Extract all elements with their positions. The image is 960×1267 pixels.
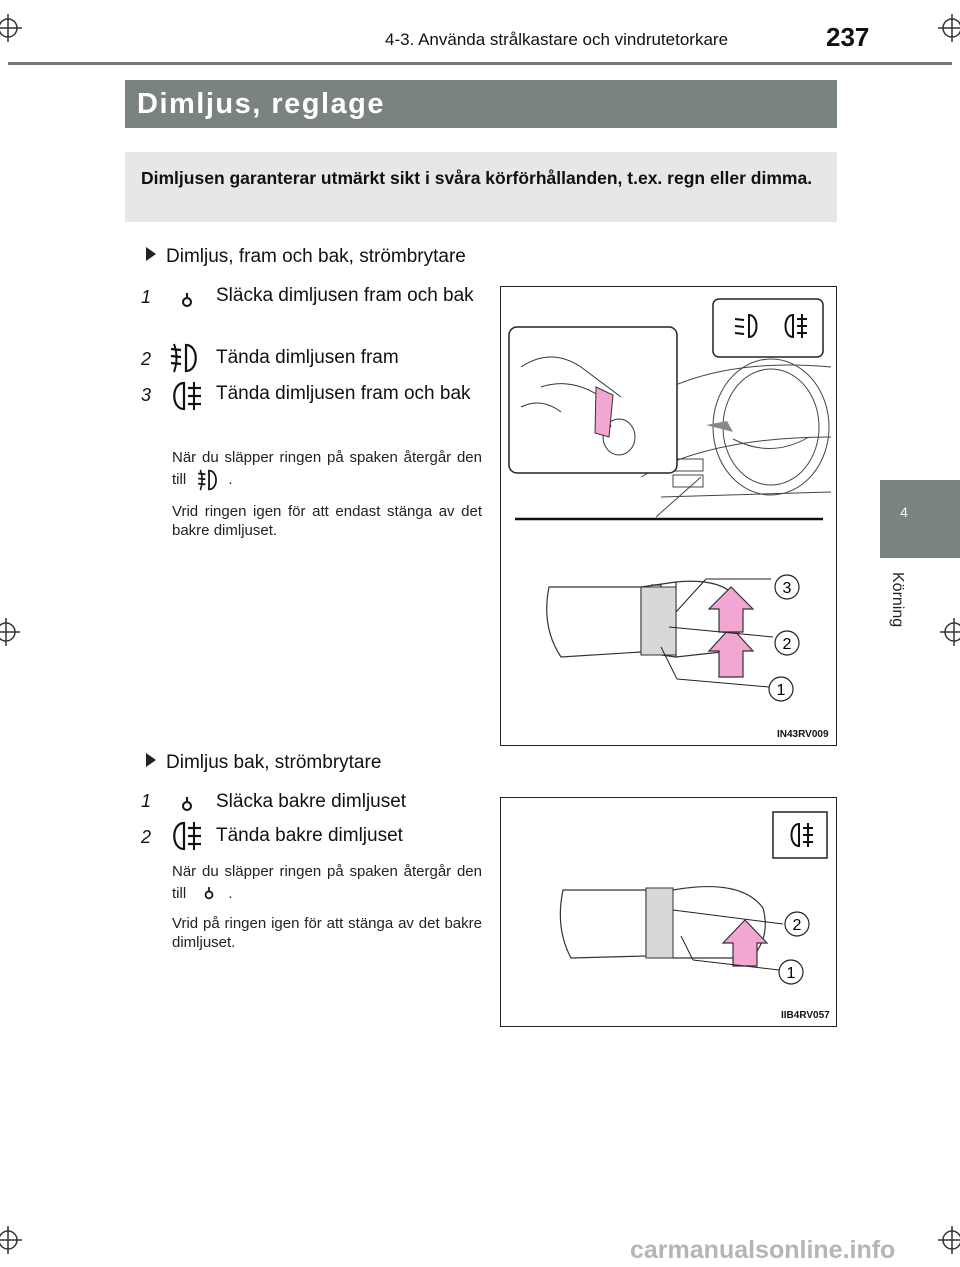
section2-heading-text: Dimljus bak, strömbrytare [166, 752, 382, 773]
note-text-end: . [228, 470, 233, 488]
note-text-part: När du släpper ringen på spaken återgår den till [172, 863, 482, 902]
front-fog-icon [194, 467, 224, 493]
registration-mark-bottom-right [920, 1220, 960, 1260]
note-text: Vrid på ringen igen för att stänga av det bakre dimljuset. [172, 915, 482, 951]
rear-fog-icon [166, 378, 206, 419]
registration-mark-bottom-left [0, 1220, 40, 1260]
callout-label: 1 [776, 682, 786, 699]
section1-heading-text: Dimljus, fram och bak, strömbrytare [166, 246, 466, 267]
item-number: 1 [140, 791, 151, 811]
triangle-bullet-icon [146, 247, 156, 261]
section2-heading [146, 752, 381, 774]
triangle-bullet-icon [146, 753, 156, 767]
item-number: 3 [140, 385, 151, 405]
note-text [172, 448, 482, 493]
item-text: Tända dimljusen fram [216, 347, 399, 368]
callout-label: 2 [792, 917, 802, 934]
off-icon [194, 881, 224, 907]
item-text: Tända bakre dimljuset [216, 825, 403, 846]
figure-front-rear-fog-switch [500, 286, 837, 746]
callout-label: 2 [782, 636, 792, 653]
off-icon [170, 286, 204, 321]
section1-heading [146, 246, 466, 268]
chapter-number: 4 [900, 504, 908, 520]
title-bar [125, 80, 837, 128]
item-text: Tända dimljusen fram och bak [216, 383, 471, 404]
figure-code: IN43RV009 [777, 729, 829, 740]
figure-rear-fog-switch [500, 797, 837, 1027]
registration-mark-mid-left [0, 612, 40, 652]
item-text: Släcka bakre dimljuset [216, 791, 407, 812]
chapter-name-text: Körning [889, 572, 906, 628]
note-text [172, 862, 482, 907]
watermark: carmanualsonline.info [630, 1236, 896, 1264]
front-fog-icon [166, 340, 206, 381]
registration-mark-top-right [920, 8, 960, 48]
page-number: 237 [826, 22, 870, 52]
item-number: 1 [140, 287, 151, 307]
callout-label: 1 [786, 965, 796, 982]
registration-mark-top-left [0, 8, 40, 48]
lever-illustration [501, 798, 837, 1027]
lever-illustration [501, 287, 837, 746]
chapter-tab [880, 480, 960, 558]
note-text-part: När du släpper ringen på spaken återgår den till [172, 449, 482, 488]
item-number: 2 [140, 349, 151, 369]
item-number: 2 [140, 827, 151, 847]
item-text: Släcka dimljusen fram och bak [216, 285, 474, 306]
note-text-end: . [228, 884, 233, 902]
figure-code: IIB4RV057 [781, 1010, 830, 1021]
chapter-name [874, 572, 934, 642]
note-text: Vrid ringen igen för att endast stänga av det bakre dimljuset. [172, 503, 482, 539]
callout-label: 3 [782, 580, 792, 597]
header-divider [8, 62, 952, 65]
rear-fog-icon [166, 818, 206, 859]
intro-text: Dimljusen garanterar utmärkt sikt i svåra körförhållanden, t.ex. regn eller dimma. [141, 168, 813, 188]
intro-box [125, 152, 837, 222]
page-title: Dimljus, reglage [137, 88, 386, 120]
section-label: 4-3. Använda strålkastare och vindrutetorkare [385, 30, 729, 49]
